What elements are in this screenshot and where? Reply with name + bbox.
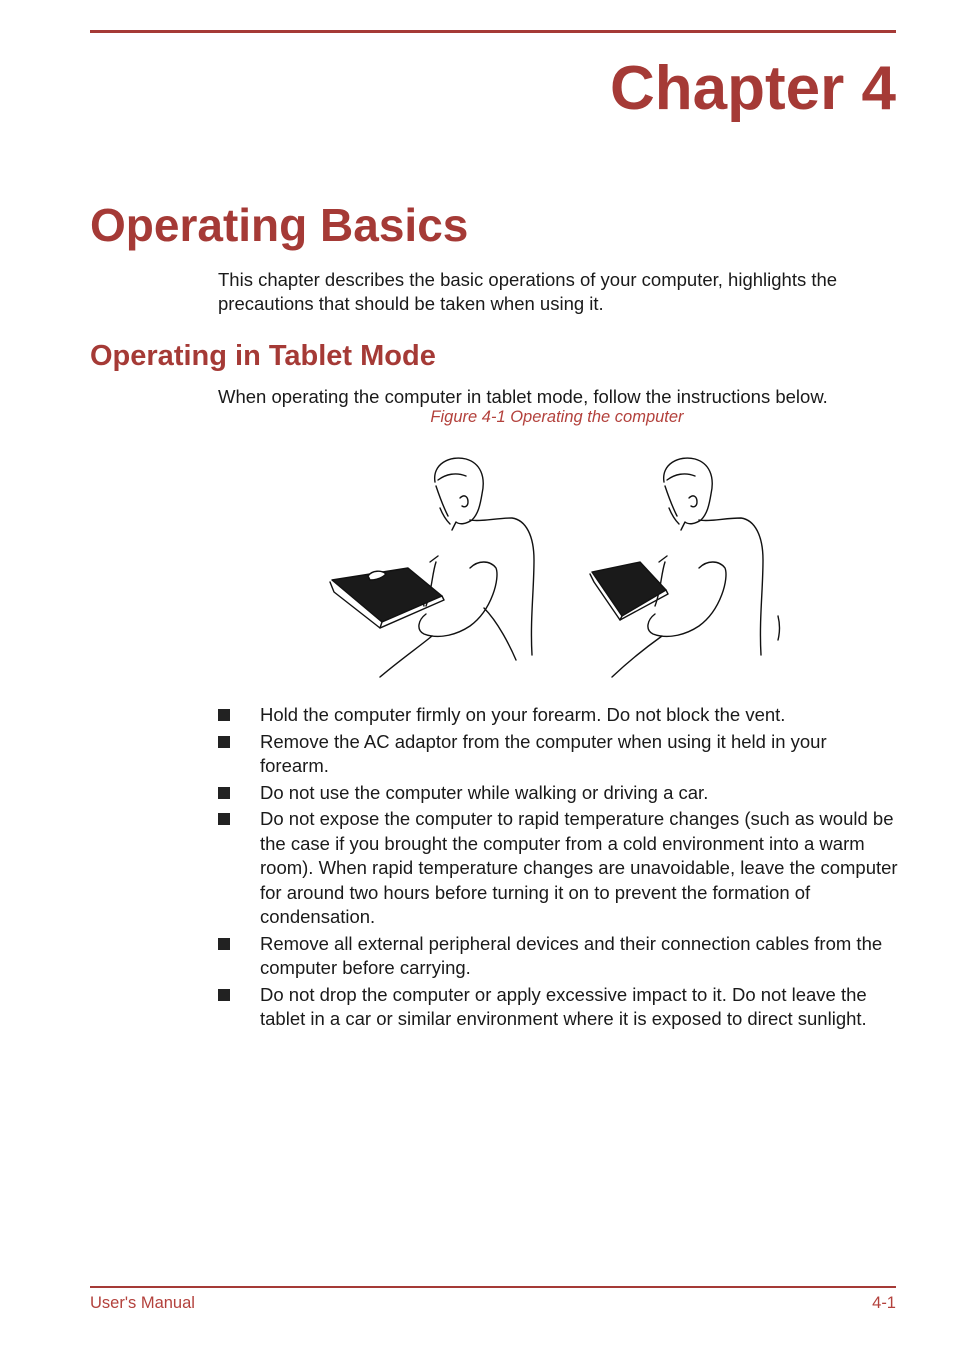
bullet-square-icon (218, 813, 230, 825)
section-lead: When operating the computer in tablet mode, follow the instructions below. (218, 386, 828, 407)
person-holding-tablet-illustration-2 (590, 458, 780, 677)
section-heading: Operating in Tablet Mode (90, 340, 436, 372)
top-rule (90, 30, 896, 33)
person-holding-tablet-illustration-1 (330, 458, 534, 677)
list-item-text: Remove the AC adaptor from the computer when using it held in your forearm. (260, 730, 827, 776)
bullet-square-icon (218, 938, 230, 950)
footer-page-number: 4-1 (872, 1294, 896, 1312)
list-item (218, 730, 898, 779)
tablet-usage-figure (320, 450, 790, 680)
precautions-list (218, 703, 898, 1034)
list-item (218, 807, 898, 930)
page-title: Operating Basics (90, 199, 469, 251)
bullet-square-icon (218, 787, 230, 799)
list-item-text: Hold the computer firmly on your forearm. Do not block the vent. (260, 704, 786, 725)
bullet-square-icon (218, 989, 230, 1001)
list-item (218, 983, 898, 1032)
bullet-square-icon (218, 709, 230, 721)
list-item (218, 703, 898, 728)
list-item (218, 932, 898, 981)
list-item-text: Do not expose the computer to rapid temperature changes (such as would be the case if you brought the computer from a cold environment into a warm room). When rapid temperature changes are unavoidable, leave the computer for around two hours before turning it on to prevent the formation of condensation. (260, 808, 898, 927)
chapter-label: Chapter 4 (610, 54, 896, 123)
list-item (218, 781, 898, 806)
footer-manual-label: User's Manual (90, 1294, 195, 1312)
list-item-text: Do not drop the computer or apply excessive impact to it. Do not leave the tablet in a car or similar environment where it is exposed to direct sunlight. (260, 983, 867, 1029)
footer-rule (90, 1286, 896, 1288)
intro-paragraph: This chapter describes the basic operations of your computer, highlights the precautions that should be taken when using it. (218, 269, 838, 314)
list-item-text: Remove all external peripheral devices and their connection cables from the computer before carrying. (260, 932, 883, 978)
bullet-square-icon (218, 736, 230, 748)
list-item-text: Do not use the computer while walking or driving a car. (260, 781, 709, 803)
figure-caption: Figure 4-1 Operating the computer (430, 408, 684, 426)
